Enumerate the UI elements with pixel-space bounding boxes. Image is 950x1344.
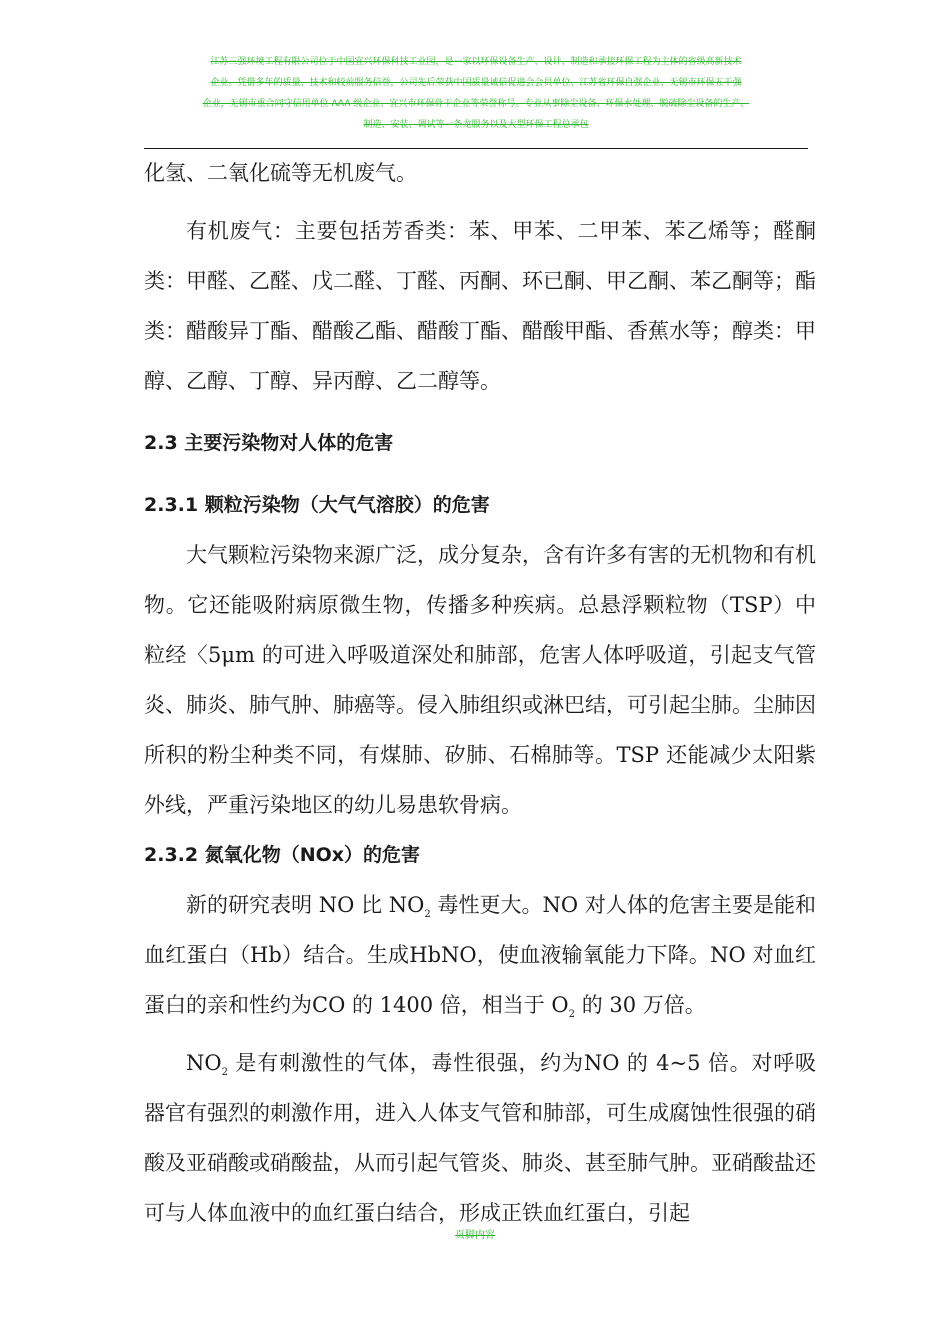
header-line: 企业，无锡市重合同守信用单位 AAA 级企业、宜兴市环保骨干企业等荣誉称号。专业从事除尘设备、环保水处理、脱硫除尘设备的生产、 [202, 99, 750, 109]
paragraph-particulate-hazard: 大气颗粒污染物来源广泛，成分复杂，含有许多有害的无机物和有机物。它还能吸附病原微生物，传播多种疾病。总悬浮颗粒物（TSP）中粒经〈5μm 的可进入呼吸道深处和肺部，危害人体呼吸道，引起支气管炎、肺炎、肺气肿、肺癌等。侵入肺组织或淋巴结，可引起尘肺。尘肺因所积的粉尘种类不同，有煤肺、矽肺、石棉肺等。TSP 还能减少太阳紫外线，严重污染地区的幼儿易患软骨病。 [144, 543, 816, 817]
document-body [144, 148, 816, 1238]
paragraph-no2-hazard: $NO_2$ 是有刺激性的气体，毒性很强，约为NO 的 4~5 倍。对呼吸器官有强烈的刺激作用，进入人体支气管和肺部，可生成腐蚀性很强的硝酸及亚硝酸或硝酸盐，从而引起气管炎、肺炎、甚至肺气肿。亚硝酸盐还可与人体血液中的血红蛋白结合，形成正铁血红蛋白，引起 [144, 1051, 816, 1225]
paragraph-no-hazard: 新的研究表明 NO 比 $NO_2$ 毒性更大。NO 对人体的危害主要是能和血红蛋白（Hb）结合。生成HbNO，使血液输氧能力下降。NO 对血红蛋白的亲和性约为CO 的 1400 倍，相当于 $O_2$ 的 30 万倍。 [144, 893, 816, 1020]
section-heading-2-3: 2.3 主要污染物对人体的危害 [144, 432, 394, 454]
header-line: 企业。凭借多年的质量、技术和较前服务信誉，公司先后荣获中国质量诚信促进会会员单位、江苏省环保自强企业、无锡市环保五干强 [210, 78, 742, 88]
header-line: 江苏三强环境工程有限公司位于中国宜兴环保科技工业园，是一家以环保设备生产、设计、制造和承接环保工程为主体的省级高新技术 [210, 57, 742, 67]
paragraph-organic-gas: 有机废气：主要包括芳香类：苯、甲苯、二甲苯、苯乙烯等；醛酮类：甲醛、乙醛、戊二醛、丁醛、丙酮、环已酮、甲乙酮、苯乙酮等；酯类：醋酸异丁酯、醋酸乙酯、醋酸丁酯、醋酸甲酯、香蕉水等；醇类：甲醇、乙醇、丁醇、异丙醇、乙二醇等。 [144, 219, 816, 393]
page-header [138, 52, 814, 136]
page-footer: 页脚内容 [455, 1230, 495, 1241]
header-line: 制造、安装、调试等一条龙服务以及大型环保工程总承包 [363, 120, 589, 130]
paragraph-inorganic-gas-end: 化氢、二氧化硫等无机废气。 [144, 161, 417, 185]
section-heading-2-3-2: 2.3.2 氮氧化物（NOx）的危害 [144, 844, 421, 866]
section-heading-2-3-1: 2.3.1 颗粒污染物（大气气溶胶）的危害 [144, 494, 490, 516]
